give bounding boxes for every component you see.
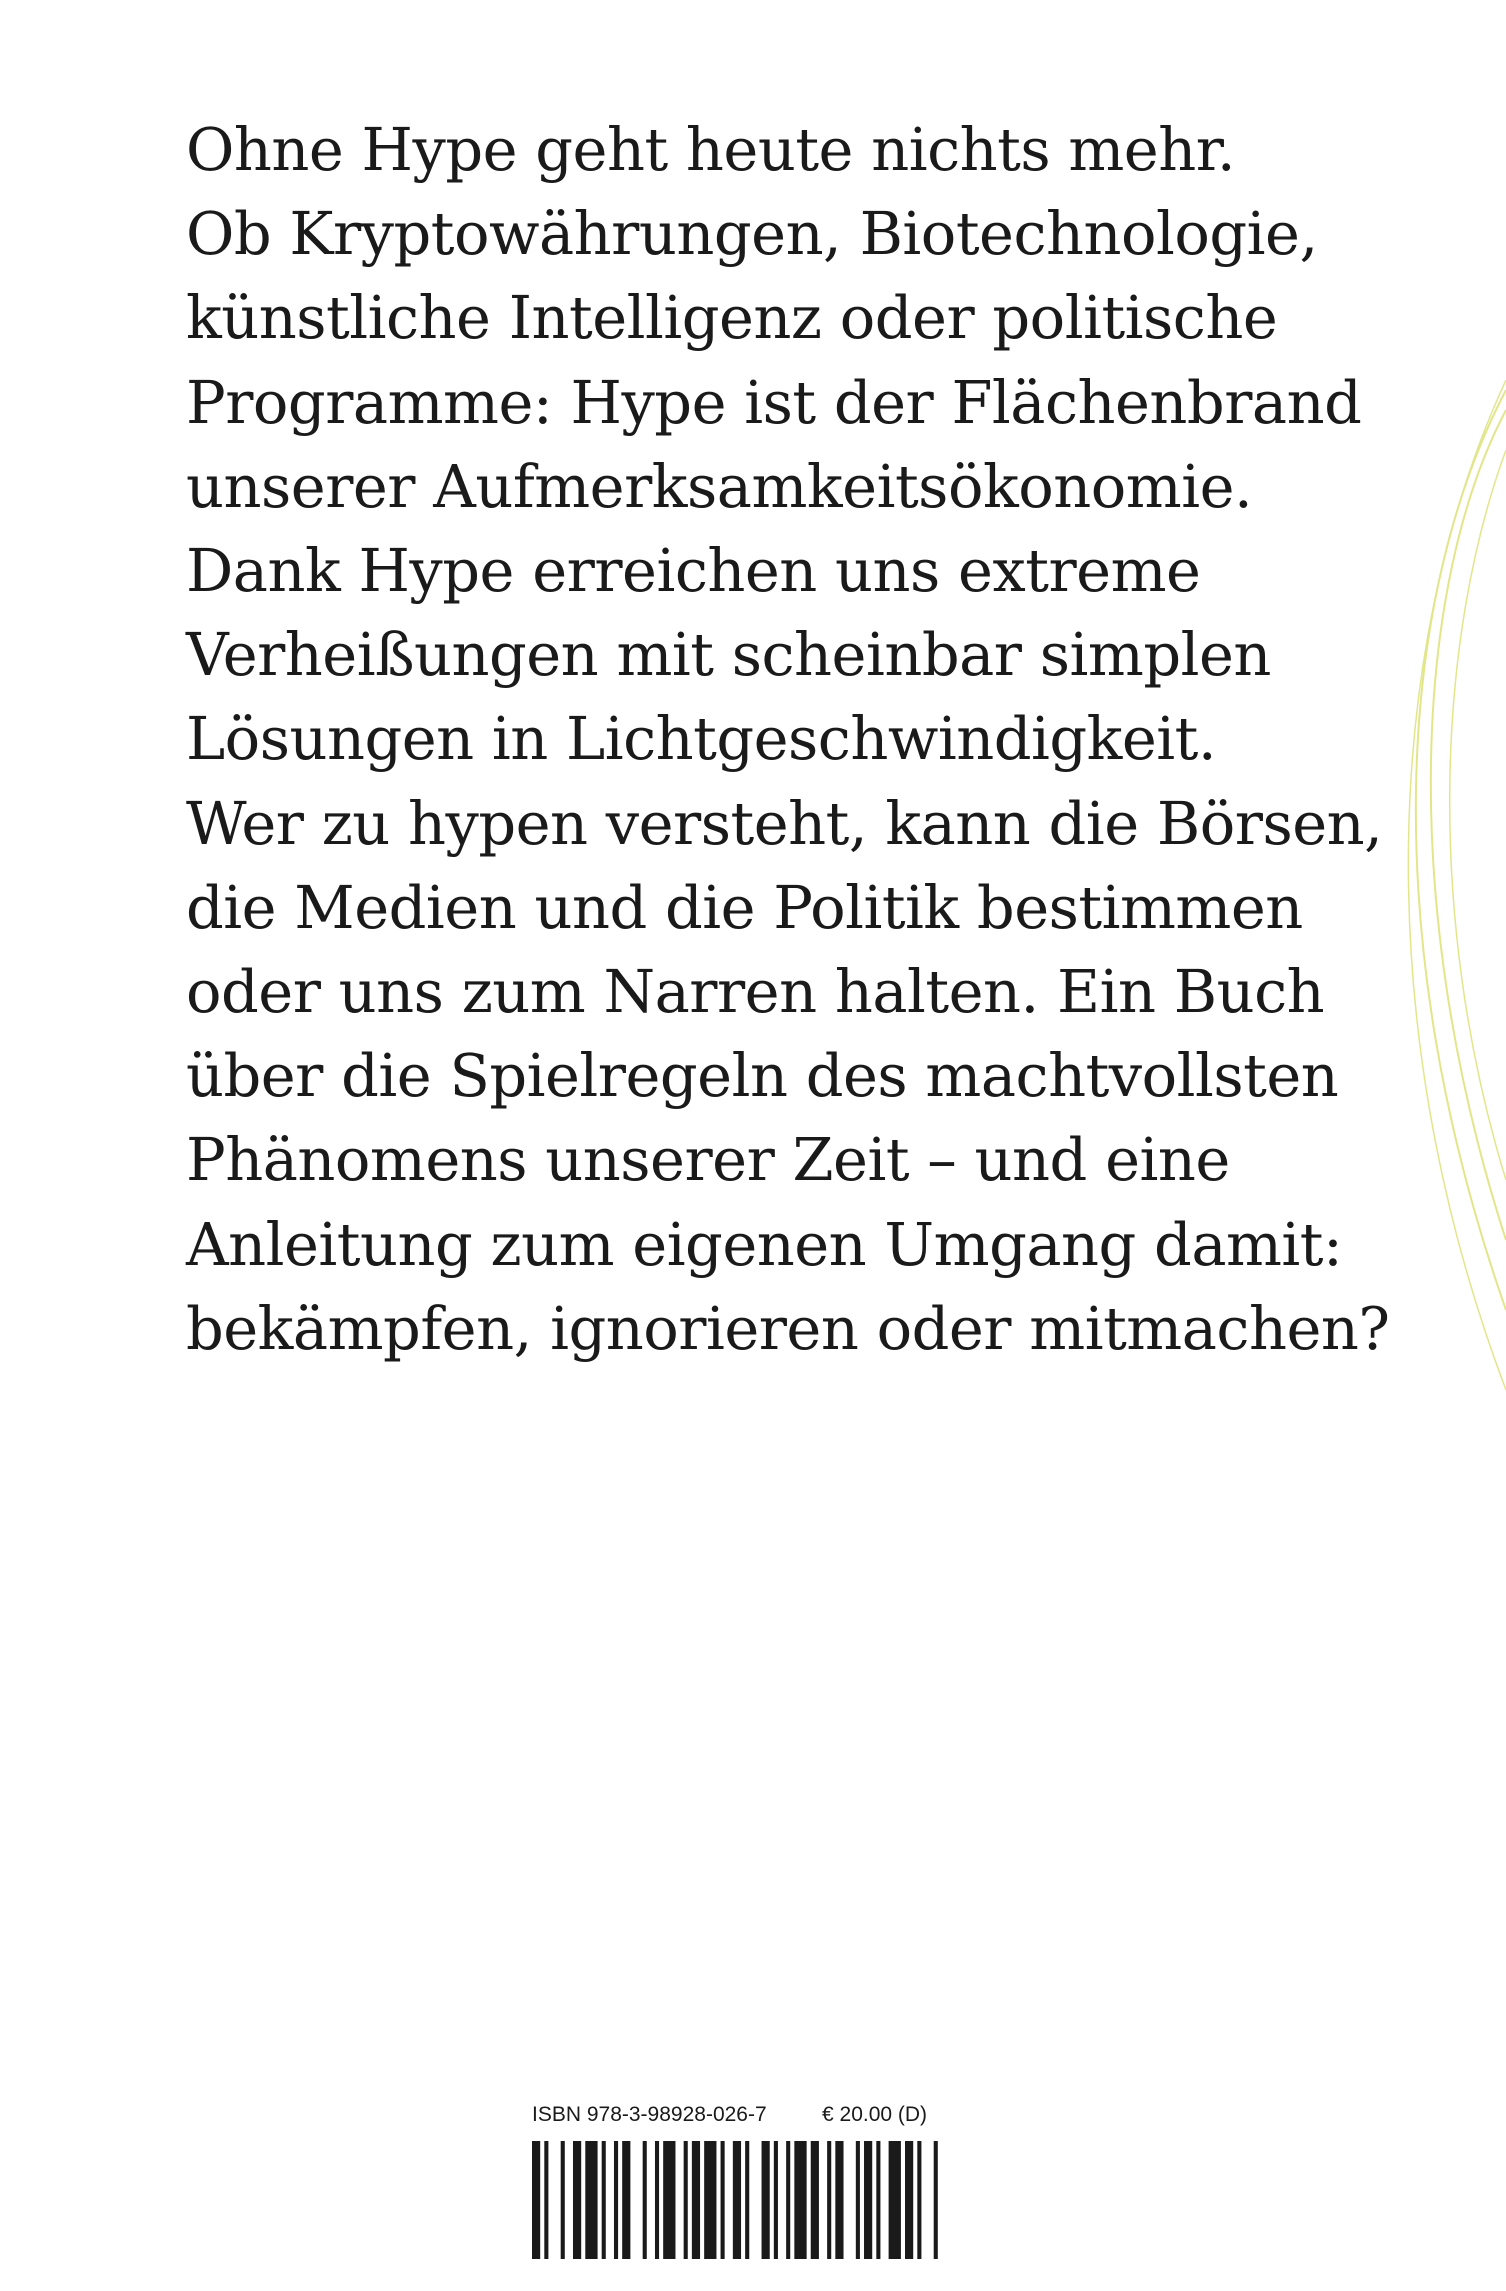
barcode-bar bbox=[684, 2141, 688, 2259]
barcode-bar bbox=[786, 2141, 790, 2259]
barcode-bar bbox=[561, 2141, 565, 2259]
barcode-bar bbox=[721, 2141, 725, 2259]
blurb-line: Programme: Hype ist der Flächenbrand bbox=[186, 367, 1362, 437]
barcode-bar bbox=[774, 2141, 778, 2259]
barcode-bar bbox=[704, 2141, 716, 2259]
arc-lines-icon bbox=[1376, 380, 1506, 1420]
barcode-bar bbox=[794, 2141, 806, 2259]
blurb-line: Ob Kryptowährungen, Biotechnologie, bbox=[186, 199, 1318, 269]
blurb-line: Verheißungen mit scheinbar simplen bbox=[186, 620, 1271, 690]
blurb-line: Phänomens unserer Zeit – und eine bbox=[186, 1125, 1230, 1195]
barcode-block bbox=[532, 2103, 952, 2263]
blurb-line: Wer zu hypen versteht, kann die Börsen, bbox=[186, 788, 1383, 858]
blurb-line: Anleitung zum eigenen Umgang damit: bbox=[186, 1209, 1343, 1279]
barcode-bar bbox=[733, 2141, 741, 2259]
barcode-bar bbox=[663, 2141, 675, 2259]
barcode-bar bbox=[573, 2141, 581, 2259]
barcode-bar bbox=[835, 2141, 843, 2259]
barcode-bar bbox=[876, 2141, 880, 2259]
blurb-text bbox=[186, 108, 1390, 1371]
blurb-line: Dank Hype erreichen uns extreme bbox=[186, 536, 1201, 606]
barcode-bar bbox=[917, 2141, 921, 2259]
barcode-bar bbox=[864, 2141, 872, 2259]
barcode-bar bbox=[762, 2141, 770, 2259]
barcode-bar bbox=[889, 2141, 901, 2259]
barcode-bar bbox=[856, 2141, 860, 2259]
barcode-icon bbox=[532, 2141, 946, 2259]
barcode-bar bbox=[585, 2141, 597, 2259]
blurb-line: künstliche Intelligenz oder politische bbox=[186, 283, 1278, 353]
barcode-bar bbox=[827, 2141, 831, 2259]
blurb-line: oder uns zum Narren halten. Ein Buch bbox=[186, 957, 1325, 1027]
price-label: € 20.00 (D) bbox=[822, 2103, 928, 2126]
blurb-line: bekämpfen, ignorieren oder mitmachen? bbox=[186, 1293, 1390, 1363]
barcode-bar bbox=[934, 2141, 938, 2259]
barcode-bar bbox=[532, 2141, 540, 2259]
barcode-bar bbox=[745, 2141, 749, 2259]
isbn-number: ISBN 978-3-98928-026-7 bbox=[532, 2103, 767, 2126]
barcode-bar bbox=[622, 2141, 630, 2259]
barcode-bar bbox=[544, 2141, 548, 2259]
blurb-line: die Medien und die Politik bestimmen bbox=[186, 872, 1303, 942]
barcode-bar bbox=[905, 2141, 913, 2259]
barcode-bar bbox=[643, 2141, 647, 2259]
blurb-line: Ohne Hype geht heute nichts mehr. bbox=[186, 115, 1236, 184]
barcode-bar bbox=[811, 2141, 819, 2259]
barcode-bar bbox=[614, 2141, 618, 2259]
blurb-line: Lösungen in Lichtgeschwindigkeit. bbox=[186, 704, 1217, 774]
barcode-bar bbox=[692, 2141, 700, 2259]
blurb-line: unserer Aufmerksamkeitsökonomie. bbox=[186, 451, 1253, 521]
barcode-bar bbox=[602, 2141, 606, 2259]
blurb-line: über die Spielregeln des machtvollsten bbox=[186, 1041, 1339, 1111]
barcode-bar bbox=[655, 2141, 659, 2259]
